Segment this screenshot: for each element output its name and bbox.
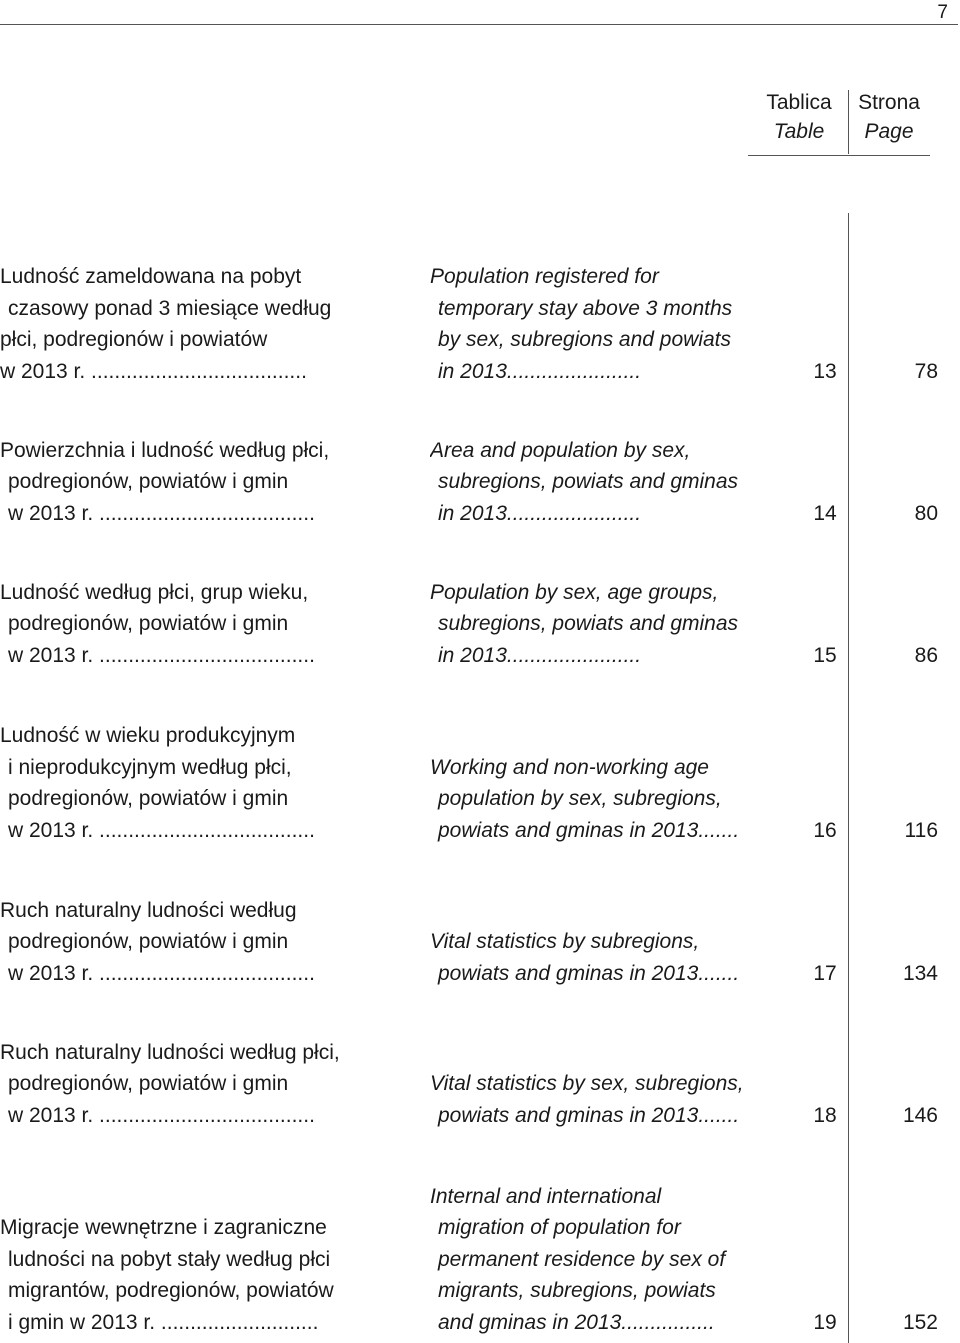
entry-title-en: Vital statistics by sex, subregions, powiats and gminas in 2013....... [430,1072,744,1127]
table-number: 18 [813,1103,837,1127]
table-number: 19 [813,1310,837,1334]
page-link[interactable]: 116 [904,818,938,842]
entry-title-pl: Ruch naturalny ludności według płci, podregionów, powiatów i gmin w 2013 r. ..................................... [0,1040,340,1127]
entry-title-pl: Ludność w wieku produkcyjnym i nieprodukcyjnym według płci, podregionów, powiatów i gmin w 2013 r. ..................................... [0,724,315,842]
entry-title-en: Area and population by sex, subregions, powiats and gminas in 2013....................... [430,438,739,525]
page-number: 7 [937,2,948,23]
column-header-table-pl: Tablica [766,91,832,114]
table-number: 16 [813,818,837,842]
entry-title-pl: Ruch naturalny ludności według podregionów, powiatów i gmin w 2013 r. ..................................... [0,898,315,985]
page-link[interactable]: 78 [914,359,938,383]
entry-title-pl: Powierzchnia i ludność według płci, podregionów, powiatów i gmin w 2013 r. ..................................... [0,438,330,525]
entry-title-pl: Ludność według płci, grup wieku, podregionów, powiatów i gmin w 2013 r. ..................................... [0,580,315,667]
page-link[interactable]: 134 [902,961,938,985]
table-number: 17 [813,961,837,985]
page-link[interactable]: 80 [914,501,938,525]
page-link[interactable]: 146 [902,1103,938,1127]
table-number: 13 [813,359,837,383]
entry-title-en: Working and non-working age population by sex, subregions, powiats and gminas in 2013....... [430,755,740,842]
entry-title-en: Population registered for temporary stay above 3 months by sex, subregions and powiats in 2013....................... [430,265,733,383]
entry-title-pl: Migracje wewnętrzne i zagraniczne ludności na pobyt stały według płci migrantów, podregionów, powiatów i gmin w 2013 r. ........................... [0,1216,334,1334]
entry-title-pl: Ludność zameldowana na pobyt czasowy ponad 3 miesiące według płci, podregionów i powiatów w 2013 r. ..................................... [0,265,332,383]
entry-title-en: Internal and international migration of population for permanent residence by sex of migrants, subregions, powiats and gminas in 2013................ [430,1184,726,1334]
table-number: 15 [813,643,837,667]
entry-title-en: Vital statistics by subregions, powiats and gminas in 2013....... [430,930,740,985]
page-link[interactable]: 152 [902,1310,938,1334]
page-link[interactable]: 86 [914,643,938,667]
column-header-page-en: Page [864,120,914,143]
table-number: 14 [813,501,837,525]
entry-title-en: Population by sex, age groups, subregions, powiats and gminas in 2013....................... [430,580,739,667]
column-header-table-en: Table [773,120,825,143]
column-header-page-pl: Strona [858,91,920,114]
